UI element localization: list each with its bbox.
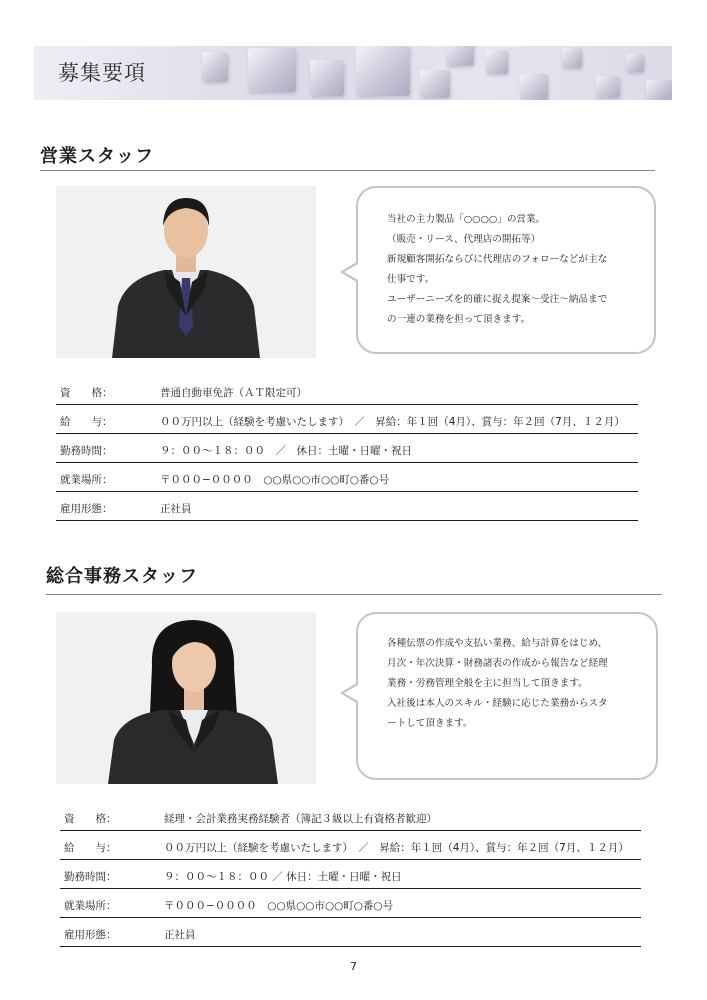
table-row [60, 889, 641, 918]
table-row [56, 376, 638, 405]
table-row [60, 918, 641, 947]
row-value: 〒０００−００００ ○○県○○市○○町○番○号 [160, 474, 390, 486]
table-row [56, 492, 638, 521]
row-label: 雇用形態： [60, 503, 113, 515]
job-description [387, 634, 642, 734]
description-line: 業務・労務管理全般を主に担当して頂きます。 [387, 678, 588, 689]
row-label: 勤務時間： [60, 445, 113, 457]
description-line: ユーザーニーズを的確に捉え提案〜受注〜納品まで [387, 294, 608, 305]
row-value: 正社員 [164, 929, 196, 941]
decorative-cube [596, 76, 620, 98]
male-staff-photo [56, 186, 316, 358]
decorative-cube [520, 74, 548, 100]
table-row [60, 802, 641, 831]
description-line: 各種伝票の作成や支払い業務、給与計算をはじめ、 [387, 638, 608, 649]
job-description [387, 210, 640, 330]
bubble-tail-inner [344, 264, 358, 280]
page-number: 7 [350, 960, 357, 973]
decorative-cube [446, 46, 474, 66]
row-value: ００万円以上（経験を考慮いたします） ／ 昇給：年１回（4月）、賞与：年２回（7月、１２月） [160, 416, 625, 428]
decorative-cube [202, 52, 228, 82]
row-label: 勤務時間： [64, 871, 117, 883]
decorative-cube [562, 48, 582, 68]
header-banner [34, 46, 672, 100]
description-bubble [356, 186, 656, 354]
decorative-cube [248, 48, 296, 92]
description-line: 月次・年次決算・財務諸表の作成から報告など経理 [387, 658, 608, 669]
section-divider [46, 594, 662, 595]
decorative-cube [626, 54, 644, 72]
decorative-cube [356, 46, 410, 96]
bubble-tail-inner [344, 685, 358, 701]
decorative-cube [646, 80, 672, 100]
row-value: 普通自動車免許（ＡＴ限定可） [160, 387, 307, 399]
row-value: 〒０００−００００ ○○県○○市○○町○番○号 [164, 900, 394, 912]
table-row [56, 405, 638, 434]
row-label: 資 格： [64, 813, 117, 825]
description-line: ートして頂きます。 [387, 718, 473, 729]
row-label: 就業場所： [60, 474, 113, 486]
row-value: 正社員 [160, 503, 192, 515]
description-line: 仕事です。 [387, 274, 435, 285]
row-label: 給 与： [64, 842, 117, 854]
row-value: ９：００〜１８：００ ／ 休日：土曜・日曜・祝日 [160, 445, 412, 457]
description-line: 入社後は本人のスキル・経験に応じた業務からスタ [387, 698, 608, 709]
description-line: （販売・リース、代理店の開拓等） [387, 234, 541, 245]
table-row [56, 434, 638, 463]
row-label: 就業場所： [64, 900, 117, 912]
table-row [60, 831, 641, 860]
description-bubble [356, 612, 658, 780]
description-line: 当社の主力製品「○○○○」の営業。 [387, 214, 546, 225]
row-value: 経理・会計業務実務経験者（簿記３級以上有資格者歓迎） [164, 813, 437, 825]
section-divider [40, 170, 655, 171]
row-value: ００万円以上（経験を考慮いたします） ／ 昇給：年１回（4月）、賞与：年２回（7月、１２月） [164, 842, 629, 854]
female-staff-photo [56, 612, 316, 784]
row-label: 給 与： [60, 416, 113, 428]
decorative-cube [420, 70, 450, 98]
row-value: ９：００〜１８：００ ／ 休日：土曜・日曜・祝日 [164, 871, 402, 883]
decorative-cube [310, 60, 344, 96]
row-label: 資 格： [60, 387, 113, 399]
row-label: 雇用形態： [64, 929, 117, 941]
section-title-office: 総合事務スタッフ [46, 566, 198, 587]
table-row [60, 860, 641, 889]
table-row [56, 463, 638, 492]
page-title: 募集要項 [58, 61, 146, 85]
section-title-sales: 営業スタッフ [40, 146, 154, 167]
description-line: の一連の業務を担って頂きます。 [387, 314, 531, 325]
decorative-cube [486, 50, 508, 74]
description-line: 新規顧客開拓ならびに代理店のフォローなどが主な [387, 254, 608, 265]
